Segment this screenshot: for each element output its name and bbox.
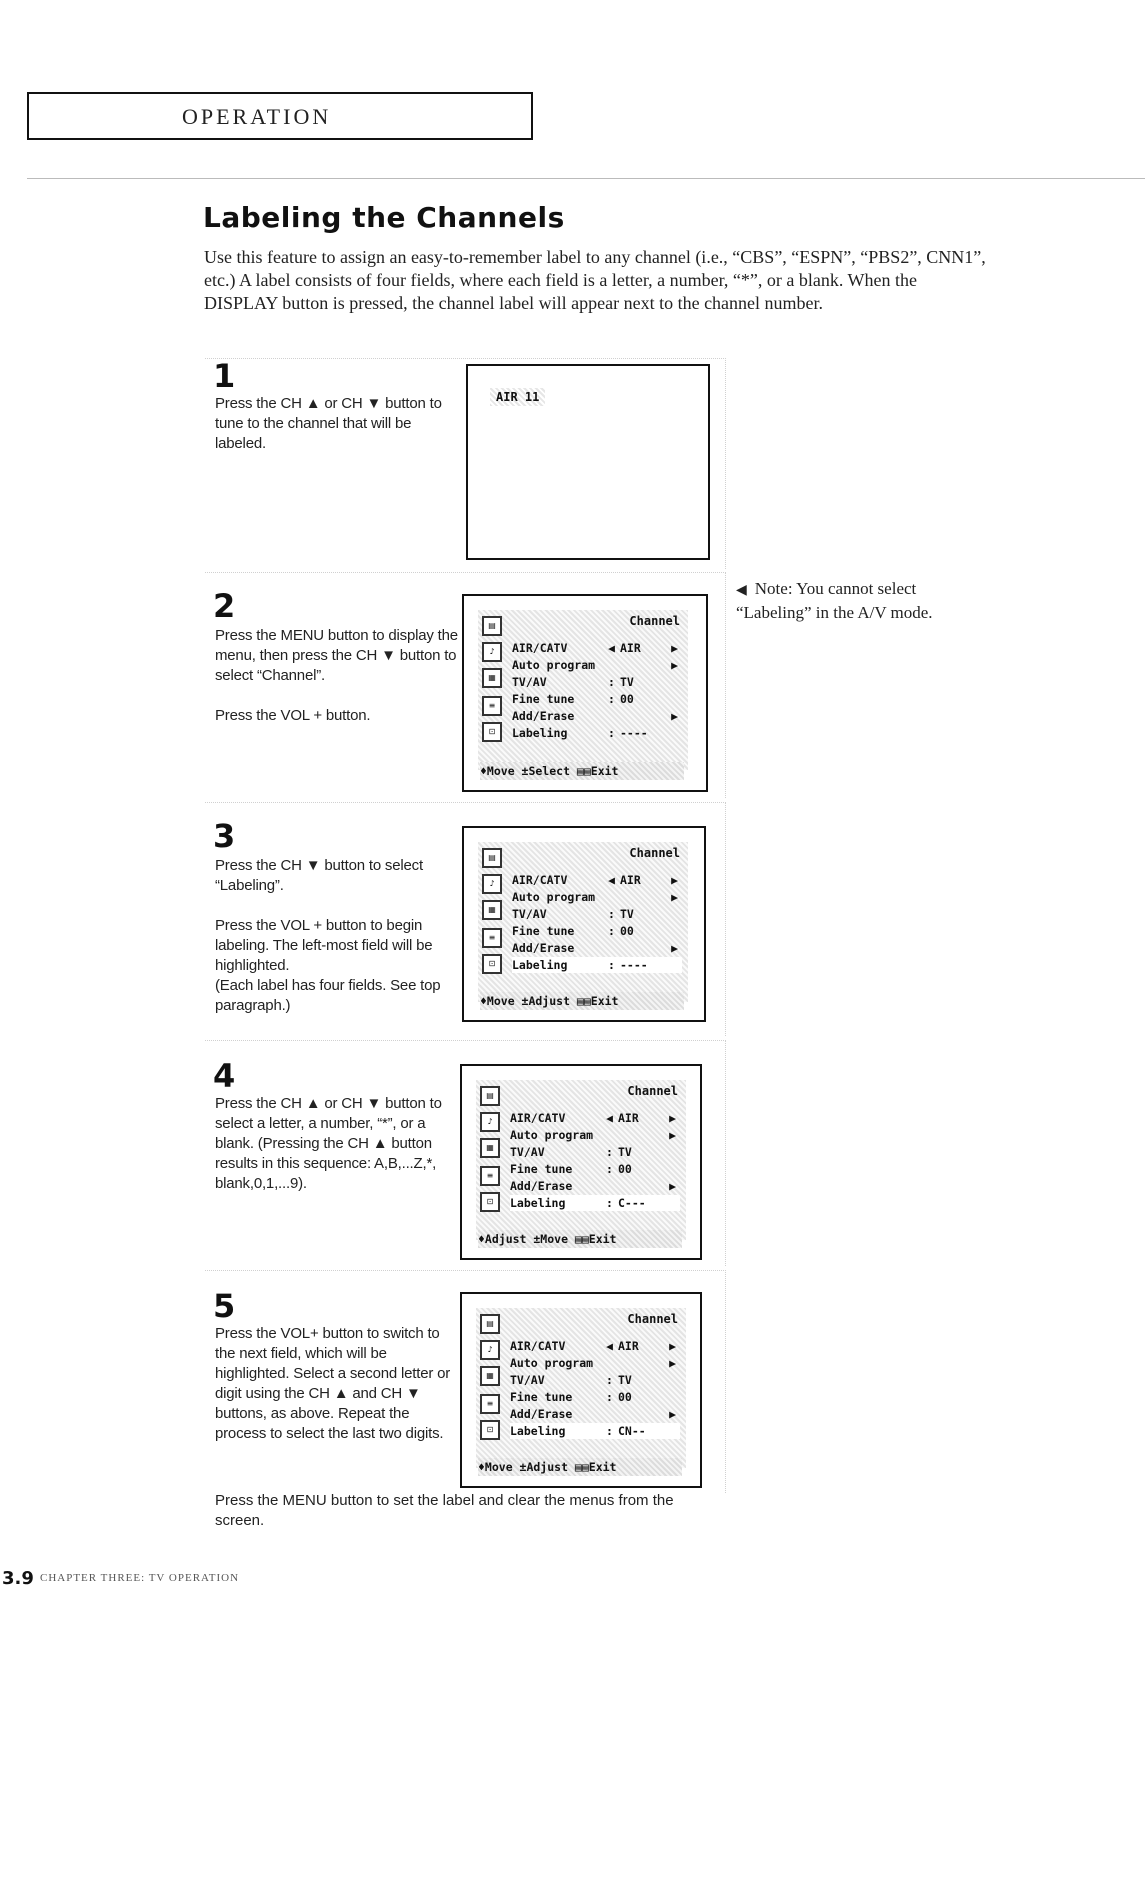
menu-row: Fine tune : 00 bbox=[512, 692, 634, 706]
menu-title: Channel bbox=[627, 1084, 678, 1098]
menu-title: Channel bbox=[627, 1312, 678, 1326]
note bbox=[736, 578, 933, 624]
channel-icon: ▦ bbox=[480, 1366, 500, 1386]
menu-row: Auto program ▶ bbox=[510, 1128, 676, 1142]
channel-icon: ▦ bbox=[482, 900, 502, 920]
step-instruction: Press the CH ▲ or CH ▼ button to tune to the channel that will be labeled. bbox=[215, 395, 442, 452]
channel-menu bbox=[476, 1080, 686, 1240]
menu-row: AIR/CATV ◀ AIR ▶ bbox=[512, 641, 678, 655]
sound-icon: ♪ bbox=[480, 1340, 500, 1360]
menu-title: Channel bbox=[629, 846, 680, 860]
final-instruction: Press the MENU button to set the label and clear the menus from the screen. bbox=[215, 1492, 674, 1529]
picture-icon: ▤ bbox=[482, 848, 502, 868]
step-number: 2 bbox=[213, 587, 236, 625]
menu-title: Channel bbox=[629, 614, 680, 628]
step-number: 3 bbox=[213, 817, 236, 855]
menu-footer: ♦Move ±Select ▤▤Exit bbox=[480, 762, 684, 780]
step-instruction: Press the CH ▼ button to select “Labeling”. Press the VOL + button to begin labeling. The left-most field will be highlighted. (Each label has four fields. See top paragraph.) bbox=[215, 857, 441, 1014]
menu-row: Add/Erase ▶ bbox=[510, 1179, 676, 1193]
picture-icon: ▤ bbox=[482, 616, 502, 636]
page-footer-chapter: CHAPTER THREE: TV OPERATION bbox=[40, 1572, 240, 1584]
sound-icon: ♪ bbox=[482, 874, 502, 894]
channel-icon: ▦ bbox=[480, 1138, 500, 1158]
function-icon: ≡ bbox=[480, 1394, 500, 1414]
menu-row: Auto program ▶ bbox=[512, 658, 678, 672]
page-number: 3.9 bbox=[2, 1568, 34, 1589]
channel-menu bbox=[478, 842, 688, 1002]
sound-icon: ♪ bbox=[482, 642, 502, 662]
setup-icon: ⊡ bbox=[480, 1420, 500, 1440]
menu-row: AIR/CATV ◀ AIR ▶ bbox=[512, 873, 678, 887]
menu-row: Auto program ▶ bbox=[510, 1356, 676, 1370]
channel-menu bbox=[476, 1308, 686, 1468]
function-icon: ≡ bbox=[482, 928, 502, 948]
menu-row: Fine tune : 00 bbox=[510, 1162, 632, 1176]
setup-icon: ⊡ bbox=[482, 954, 502, 974]
channel-icon: ▦ bbox=[482, 668, 502, 688]
step-instruction: Press the MENU button to display the menu, then press the CH ▼ button to select “Channel”. Press the VOL + button. bbox=[215, 627, 458, 724]
channel-osd: AIR 11 bbox=[490, 388, 545, 406]
menu-row: Fine tune : 00 bbox=[510, 1390, 632, 1404]
menu-footer: ♦Move ±Adjust ▤▤Exit bbox=[478, 1458, 682, 1476]
section-header: OPERATION bbox=[182, 104, 332, 129]
menu-row: AIR/CATV ◀ AIR ▶ bbox=[510, 1111, 676, 1125]
menu-row-labeling: Labeling : C--- bbox=[510, 1195, 680, 1211]
step-instruction: Press the CH ▲ or CH ▼ button to select a letter, a number, “*”, or a blank. (Pressing the CH ▲ button results in this sequence: A,B,...Z,*, blank,0,1,...9). bbox=[215, 1095, 442, 1192]
menu-row: TV/AV : TV bbox=[512, 907, 634, 921]
menu-row: Fine tune : 00 bbox=[512, 924, 634, 938]
menu-row: Add/Erase ▶ bbox=[510, 1407, 676, 1421]
step-number: 1 bbox=[213, 357, 236, 395]
setup-icon: ⊡ bbox=[480, 1192, 500, 1212]
tv-screen bbox=[462, 594, 708, 792]
menu-row: TV/AV : TV bbox=[512, 675, 634, 689]
page-title: Labeling the Channels bbox=[203, 201, 565, 234]
note-text: Note: You cannot select “Labeling” in the A/V mode. bbox=[736, 579, 933, 622]
intro-paragraph: Use this feature to assign an easy-to-remember label to any channel (i.e., “CBS”, “ESPN”, “PBS2”, CNN1”, etc.) A label consists of four fields, where each field is a letter, a number, “*”, or a blank. When the DISPLAY button is pressed, the channel label will appear next to the channel number. bbox=[204, 247, 986, 313]
menu-row: Auto program ▶ bbox=[512, 890, 678, 904]
tv-screen bbox=[460, 1292, 702, 1488]
step-number: 4 bbox=[213, 1057, 236, 1095]
step-number: 5 bbox=[213, 1287, 236, 1325]
menu-row-labeling: Labeling : ---- bbox=[512, 957, 682, 973]
menu-row: TV/AV : TV bbox=[510, 1145, 632, 1159]
menu-row: TV/AV : TV bbox=[510, 1373, 632, 1387]
menu-footer: ♦Move ±Adjust ▤▤Exit bbox=[480, 992, 684, 1010]
picture-icon: ▤ bbox=[480, 1314, 500, 1334]
menu-row: Add/Erase ▶ bbox=[512, 709, 678, 723]
menu-row-labeling: Labeling : ---- bbox=[512, 726, 648, 740]
tv-screen bbox=[462, 826, 706, 1022]
menu-footer: ♦Adjust ±Move ▤▤Exit bbox=[478, 1230, 682, 1248]
setup-icon: ⊡ bbox=[482, 722, 502, 742]
picture-icon: ▤ bbox=[480, 1086, 500, 1106]
channel-menu bbox=[478, 610, 688, 770]
menu-row: AIR/CATV ◀ AIR ▶ bbox=[510, 1339, 676, 1353]
sound-icon: ♪ bbox=[480, 1112, 500, 1132]
tv-screen bbox=[460, 1064, 702, 1260]
tv-screen bbox=[466, 364, 710, 560]
function-icon: ≡ bbox=[482, 696, 502, 716]
pointer-icon: ◀ bbox=[736, 583, 747, 598]
function-icon: ≡ bbox=[480, 1166, 500, 1186]
menu-row-labeling: Labeling : CN-- bbox=[510, 1423, 680, 1439]
menu-row: Add/Erase ▶ bbox=[512, 941, 678, 955]
step-instruction: Press the VOL+ button to switch to the next field, which will be highlighted. Select a second letter or digit using the CH ▲ and CH ▼ buttons, as above. Repeat the process to select the last two digits. bbox=[215, 1325, 451, 1442]
header-divider bbox=[27, 178, 1145, 179]
